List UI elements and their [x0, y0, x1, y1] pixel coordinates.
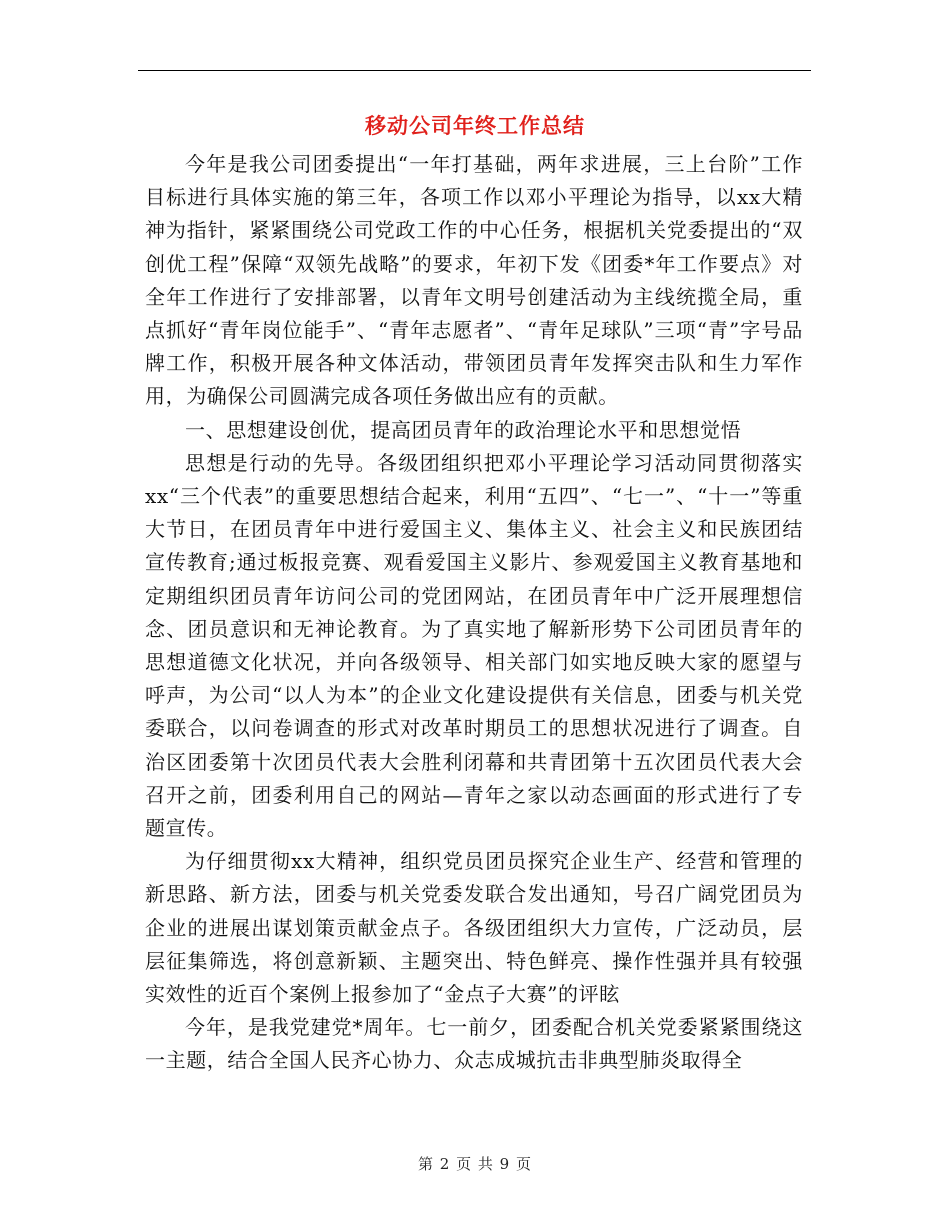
paragraph-intro: 今年是我公司团委提出“一年打基础，两年求进展，三上台阶”工作目标进行具体实施的第三年，各项工作以邓小平理论为指导，以xx大精神为指针，紧紧围绕公司党政工作的中心任务，根据机关党委提出的“双创优工程”保障“双领先战略”的要求，年初下发《团委*年工作要点》对全年工作进行了安排部署，以青年文明号创建活动为主线统揽全局，重点抓好“青年岗位能手”、“青年志愿者”、“青年足球队”三项“青”字号品牌工作，积极开展各种文体活动，带领团员青年发挥突击队和生力军作用，为确保公司圆满完成各项任务做出应有的贡献。 — [145, 152, 803, 409]
header-rule — [138, 70, 811, 71]
document-title: 移动公司年终工作总结 — [365, 113, 585, 138]
page-number-label: 第 2 页 共 9 页 — [418, 1155, 532, 1173]
paragraph-party-anniversary: 今年，是我党建党*周年。七一前夕，团委配合机关党委紧紧围绕这一主题，结合全国人民齐心协力、众志成城抗击非典型肺炎取得全 — [145, 1015, 803, 1073]
document-body — [145, 148, 803, 1078]
section-heading-ideology: 一、思想建设创优，提高团员青年的政治理论水平和思想觉悟 — [185, 417, 742, 442]
paragraph-golden-ideas: 为仔细贯彻xx大精神，组织党员团员探究企业生产、经营和管理的新思路、新方法，团委与机关党委发联合发出通知，号召广阔党团员为企业的进展出谋划策贡献金点子。各级团组织大力宣传，广泛动员，层层征集筛选，将创意新颖、主题突出、特色鲜亮、操作性强并具有较强实效性的近百个案例上报参加了“金点子大赛”的评眩 — [145, 849, 803, 1007]
page-footer — [0, 1153, 950, 1174]
paragraph-ideology: 思想是行动的先导。各级团组织把邓小平理论学习活动同贯彻落实xx“三个代表”的重要思想结合起来，利用“五四”、“七一”、“十一”等重大节日，在团员青年中进行爱国主义、集体主义、社会主义和民族团结宣传教育;通过板报竞赛、观看爱国主义影片、参观爱国主义教育基地和定期组织团员青年访问公司的党团网站，在团员青年中广泛开展理想信念、团员意识和无神论教育。为了真实地了解新形势下公司团员青年的思想道德文化状况，并向各级领导、相关部门如实地反映大家的愿望与呼声，为公司“以人为本”的企业文化建设提供有关信息，团委与机关党委联合，以问卷调查的形式对改革时期员工的思想状况进行了调查。自治区团委第十次团员代表大会胜利闭幕和共青团第十五次团员代表大会召开之前，团委利用自己的网站—青年之家以动态画面的形式进行了专题宣传。 — [145, 450, 803, 841]
